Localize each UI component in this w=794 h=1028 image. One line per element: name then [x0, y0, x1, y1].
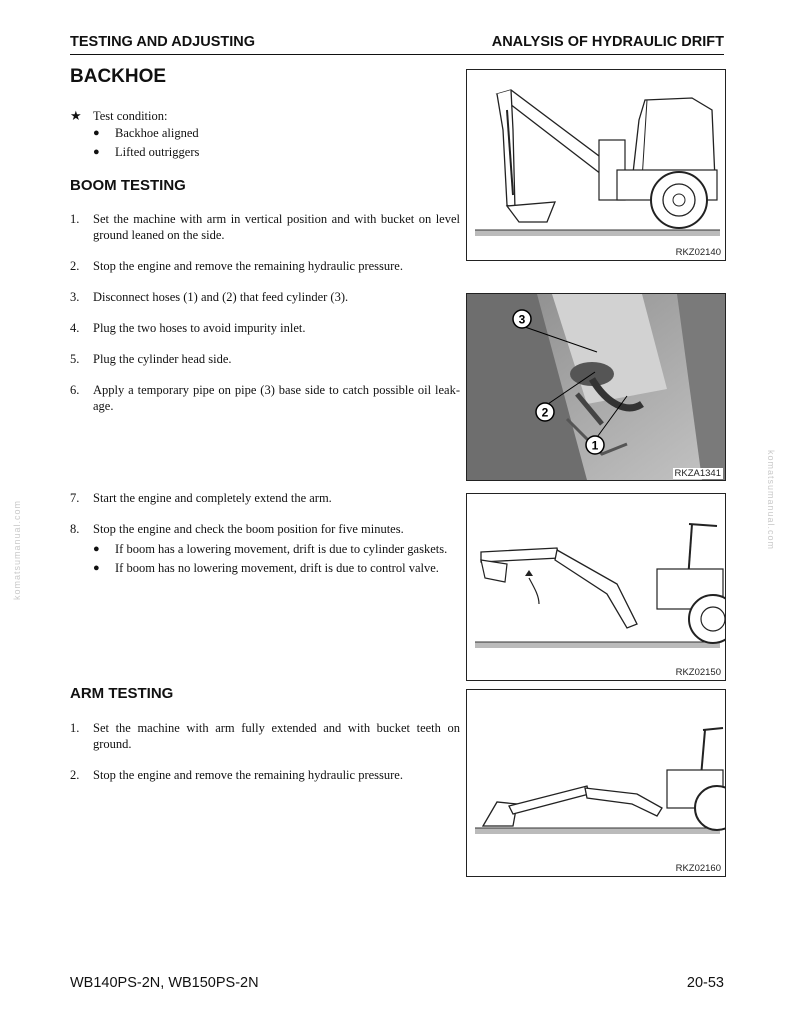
boom-result-item: ● If boom has a lowering movement, drift is due to cylinder gaskets. — [93, 542, 448, 556]
star-icon: ★ — [70, 108, 82, 123]
callout-2: 2 — [541, 405, 549, 420]
page-title: BACKHOE — [70, 66, 167, 87]
header-chapter-title: ANALYSIS OF HYDRAULIC DRIFT — [491, 34, 724, 50]
boom-step: 3. Disconnect hoses (1) and (2) that feed cylinder (3). — [70, 290, 349, 304]
test-condition-item: ● Lifted outriggers — [93, 145, 200, 159]
arm-step: 1. Set the machine with arm fully extended and with bucket teeth on ground. — [70, 721, 460, 751]
figure-hose-photo — [466, 293, 726, 481]
boom-step: 1. Set the machine with arm in vertical position and with bucket on level ground leaned on the side. — [70, 212, 460, 242]
figure-caption: RKZ02160 — [675, 863, 721, 874]
figure-boom-extended — [466, 493, 726, 681]
test-condition-label: Test condition: — [93, 109, 168, 123]
boom-extended-illustration — [467, 494, 725, 680]
boom-step: 7. Start the engine and completely extend the arm. — [70, 491, 332, 505]
figure-caption: RKZ02150 — [675, 667, 721, 678]
arm-step: 2. Stop the engine and remove the remaining hydraulic pressure. — [70, 768, 403, 782]
bullet-icon: ● — [93, 562, 100, 574]
figure-backhoe-vertical-arm — [466, 69, 726, 261]
boom-step: 8. Stop the engine and check the boom position for five minutes. — [70, 522, 404, 536]
bullet-icon: ● — [93, 127, 100, 139]
boom-result-item: ● If boom has no lowering movement, drift is due to control valve. — [93, 561, 439, 575]
test-condition-item: ● Backhoe aligned — [93, 126, 199, 140]
page-header — [70, 34, 724, 55]
arm-extended-illustration — [467, 690, 725, 876]
watermark-left: komatsumanual.com — [12, 499, 22, 600]
page-number: 20-53 — [686, 975, 724, 991]
arm-testing-heading: ARM TESTING — [70, 685, 174, 702]
footer-model: WB140PS-2N, WB150PS-2N — [70, 975, 259, 991]
bullet-icon: ● — [93, 543, 100, 555]
boom-testing-heading: BOOM TESTING — [70, 177, 186, 194]
boom-step: 2. Stop the engine and remove the remaining hydraulic pressure. — [70, 259, 403, 273]
boom-step: 4. Plug the two hoses to avoid impurity inlet. — [70, 321, 306, 335]
backhoe-vertical-arm-illustration — [467, 70, 725, 260]
header-section-title: TESTING AND ADJUSTING — [70, 34, 256, 50]
callout-1: 1 — [591, 438, 599, 453]
hose-cylinder-photo — [467, 294, 725, 480]
callout-3: 3 — [518, 312, 526, 327]
boom-step: 6. Apply a temporary pipe on pipe (3) base side to catch possible oil leak- age. — [70, 383, 460, 413]
boom-step: 5. Plug the cylinder head side. — [70, 352, 232, 366]
figure-caption: RKZ02140 — [675, 247, 721, 258]
bullet-icon: ● — [93, 146, 100, 158]
watermark-right: komatsumanual.com — [766, 450, 776, 551]
figure-caption: RKZA1341 — [674, 468, 721, 479]
figure-arm-extended — [466, 689, 726, 877]
